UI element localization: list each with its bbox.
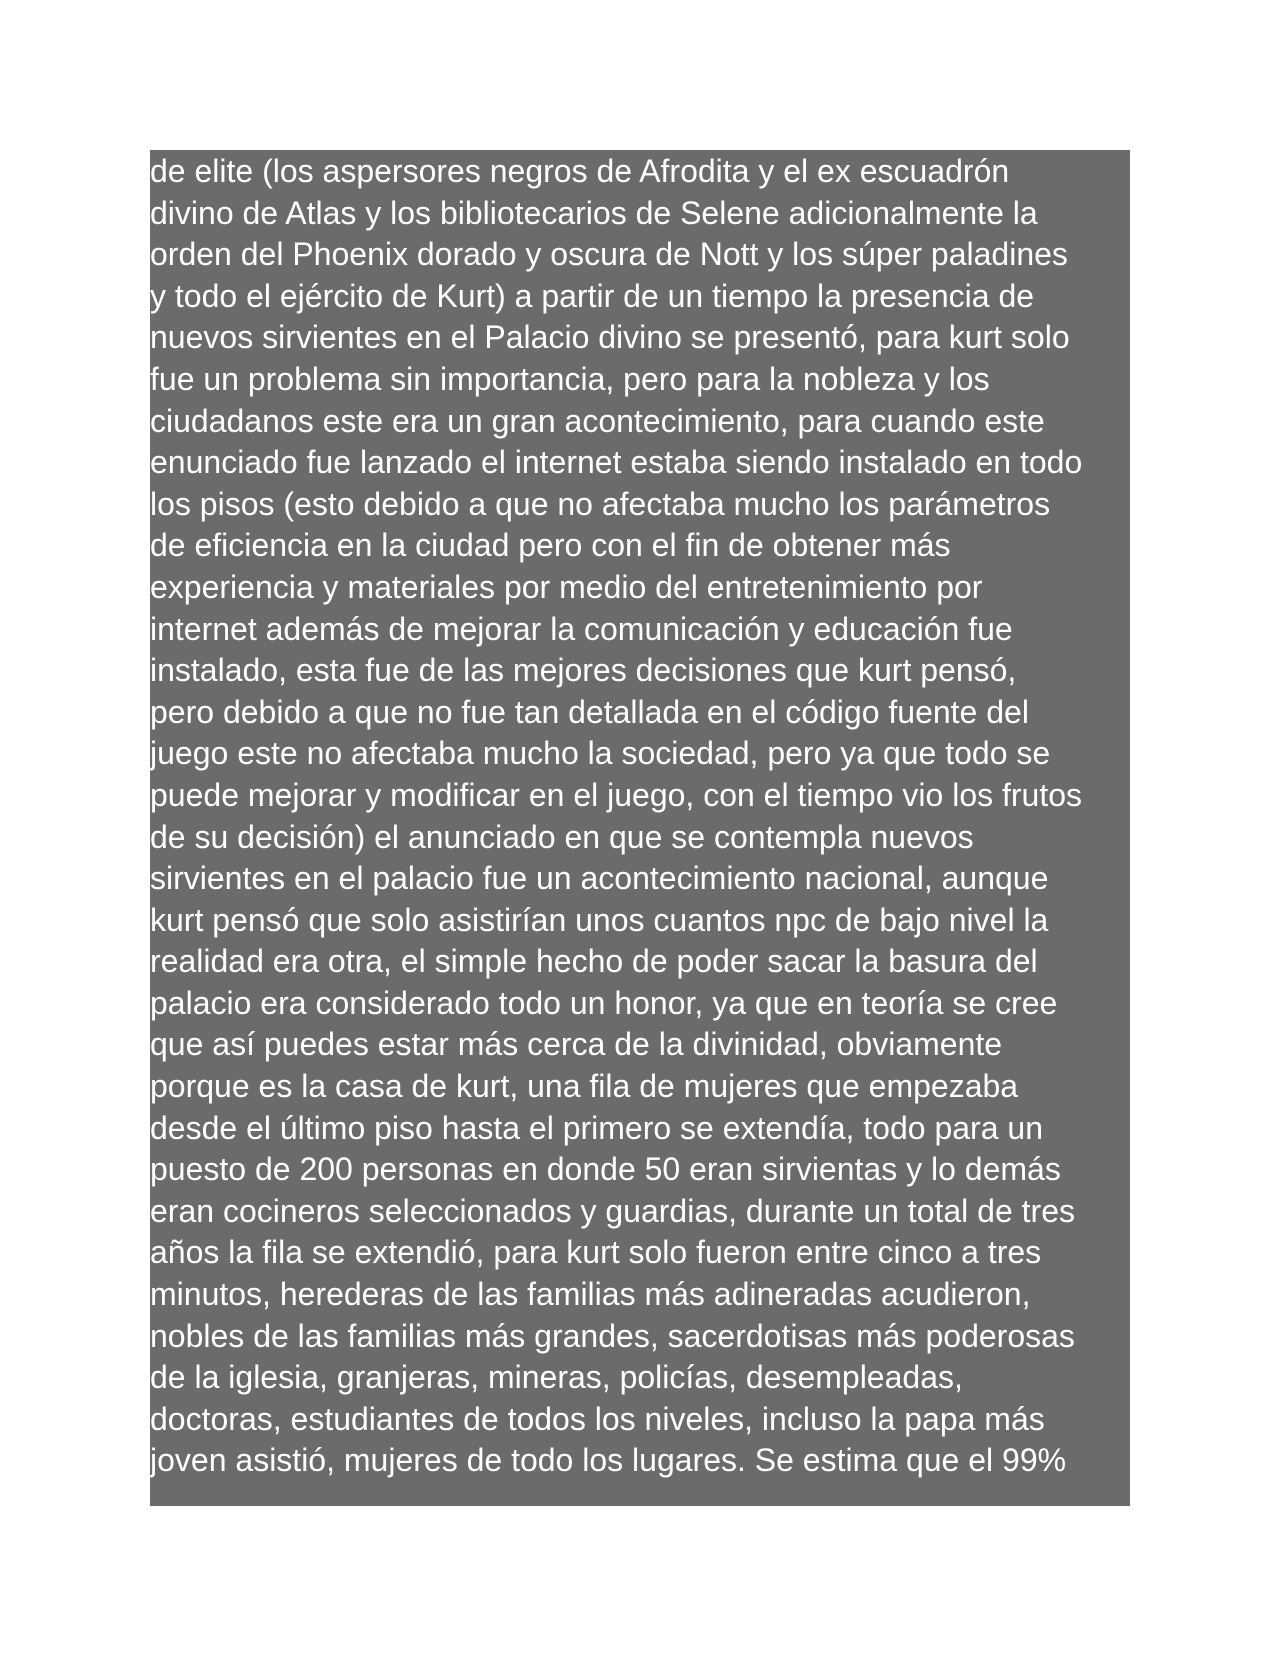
text-line: puede mejorar y modificar en el juego, con el tiempo vio los frutos [150, 776, 1083, 813]
text-line: desde el último piso hasta el primero se extendía, todo para un [150, 1109, 1043, 1146]
text-line: kurt pensó que solo asistirían unos cuantos npc de bajo nivel la [150, 901, 1049, 938]
text-line: porque es la casa de kurt, una fila de mujeres que empezaba [150, 1068, 1019, 1105]
text-line: de eficiencia en la ciudad pero con el fin de obtener más [150, 527, 951, 564]
text-line: internet además de mejorar la comunicación y educación fue [150, 610, 1013, 647]
text-line: fue un problema sin importancia, pero para la nobleza y los [150, 360, 990, 397]
text-line: nuevos sirvientes en el Palacio divino se presentó, para kurt solo [150, 319, 1070, 356]
text-line: doctoras, estudiantes de todos los niveles, incluso la papa más [150, 1400, 1045, 1437]
text-line: que así puedes estar más cerca de la divinidad, obviamente [150, 1026, 1003, 1063]
text-line: de su decisión) el anunciado en que se contempla nuevos [150, 818, 974, 855]
text-line: ciudadanos este era un gran acontecimiento, para cuando este [150, 402, 1045, 439]
text-line: instalado, esta fue de las mejores decisiones que kurt pensó, [150, 652, 1017, 689]
text-line: sirvientes en el palacio fue un acontecimiento nacional, aunque [150, 860, 1049, 897]
text-line: minutos, herederas de las familias más adineradas acudieron, [150, 1276, 1031, 1313]
text-line: años la fila se extendió, para kurt solo fueron entre cinco a tres [150, 1234, 1042, 1271]
text-line: pero debido a que no fue tan detallada en el código fuente del [150, 693, 1029, 730]
text-line: nobles de las familias más grandes, sacerdotisas más poderosas [150, 1317, 1075, 1354]
text-line: eran cocineros seleccionados y guardias, durante un total de tres [150, 1192, 1075, 1229]
text-line: juego este no afectaba mucho la sociedad, pero ya que todo se [150, 735, 1051, 772]
text-line: joven asistió, mujeres de todo los lugares. Se estima que el 99% [150, 1442, 1067, 1479]
text-line: y todo el ejército de Kurt) a partir de un tiempo la presencia de [150, 277, 1035, 314]
text-line: de elite (los aspersores negros de Afrodita y el ex escuadrón [150, 153, 1010, 189]
highlighted-text-block [150, 150, 1130, 1506]
text-line: palacio era considerado todo un honor, ya que en teoría se cree [150, 984, 1058, 1021]
text-line: puesto de 200 personas en donde 50 eran sirvientas y lo demás [150, 1151, 1061, 1188]
text-line: realidad era otra, el simple hecho de poder sacar la basura del [150, 943, 1038, 980]
text-line: de la iglesia, granjeras, mineras, policías, desempleadas, [150, 1359, 963, 1396]
text-line: los pisos (esto debido a que no afectaba mucho los parámetros [150, 485, 1051, 522]
text-line: orden del Phoenix dorado y oscura de Nott y los súper paladines [150, 236, 1068, 273]
text-line: divino de Atlas y los bibliotecarios de Selene adicionalmente la [150, 194, 1038, 231]
text-line: experiencia y materiales por medio del entretenimiento por [150, 568, 983, 605]
text-line: enunciado fue lanzado el internet estaba siendo instalado en todo [150, 444, 1083, 481]
